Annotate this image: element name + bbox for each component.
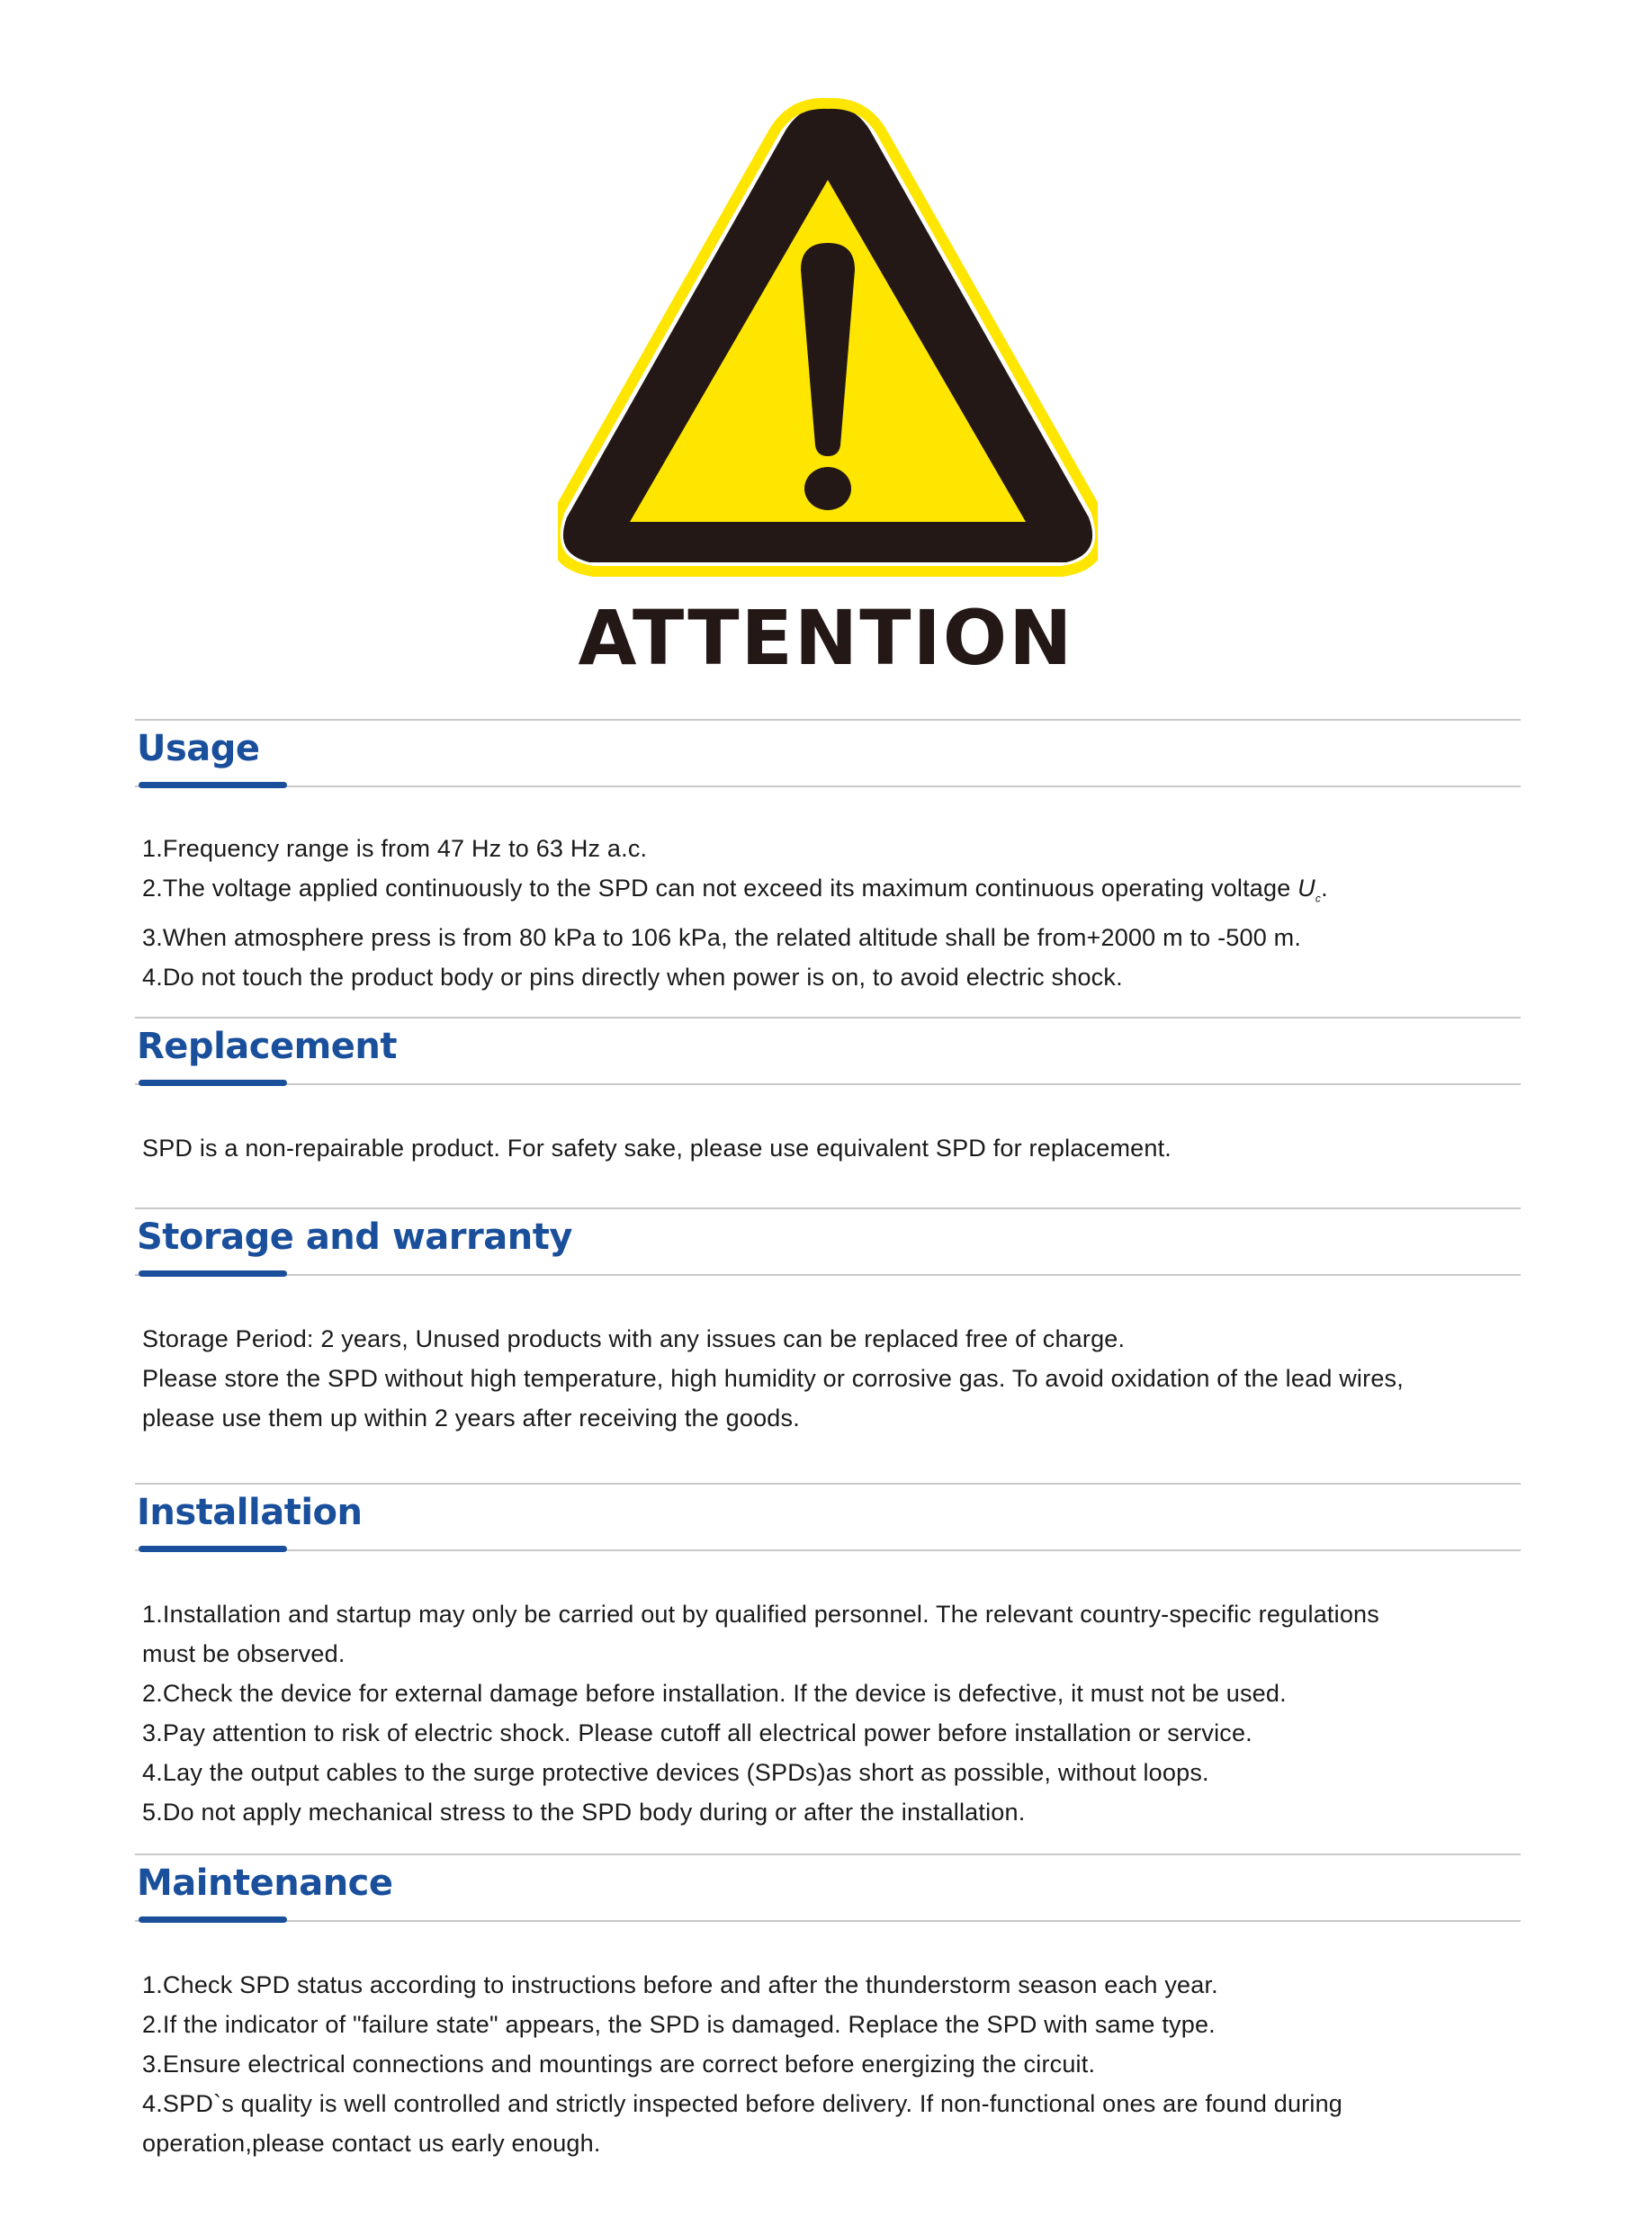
section-header (135, 721, 1521, 789)
list-item: 4.Lay the output cables to the surge protective devices (SPDs)as short as possible, without loops. (142, 1759, 1209, 1786)
paragraph: Please store the SPD without high temperature, high humidity or corrosive gas. To avoid oxidation of the lead wires, (142, 1365, 1404, 1392)
section-title-underline (139, 1546, 287, 1552)
section-replacement (135, 1017, 1521, 1168)
section-body (135, 1087, 1521, 1168)
list-item-end: . (1321, 875, 1328, 902)
section-title: Installation (137, 1492, 363, 1533)
voltage-symbol (1297, 875, 1322, 905)
section-body (135, 1553, 1521, 1832)
list-item: 2.If the indicator of "failure state" appears, the SPD is damaged. Replace the SPD with same type. (142, 2011, 1216, 2038)
list-item: 1.Check SPD status according to instructions before and after the thunderstorm season each year. (142, 1971, 1218, 1998)
list-item-text: 2.The voltage applied continuously to the SPD can not exceed its maximum continuous operating voltage (142, 875, 1291, 902)
section-header (135, 1485, 1521, 1553)
section-title-underline (139, 1270, 287, 1277)
paragraph: please use them up within 2 years after receiving the goods. (142, 1405, 800, 1432)
section-title-underline (139, 782, 287, 788)
section-title: Storage and warranty (137, 1216, 572, 1258)
section-installation (135, 1483, 1521, 1832)
section-title: Usage (137, 728, 260, 769)
section-storage-warranty (135, 1207, 1521, 1438)
paragraph: SPD is a non-repairable product. For safety sake, please use equivalent SPD for replacement. (142, 1135, 1172, 1162)
divider (135, 1549, 1521, 1551)
divider (135, 785, 1521, 787)
section-title-underline (139, 1916, 287, 1923)
section-usage (135, 719, 1521, 997)
page-title: ATTENTION (578, 594, 1074, 682)
list-item (142, 868, 1521, 918)
divider (135, 1920, 1521, 1922)
list-item: operation,please contact us early enough. (142, 2130, 601, 2157)
section-header (135, 1855, 1521, 1924)
section-body (135, 1924, 1521, 2163)
list-item: 4.SPD`s quality is well controlled and strictly inspected before delivery. If non-functional ones are found during (142, 2090, 1343, 2117)
list-item: must be observed. (142, 1640, 346, 1667)
list-item: 3.When atmosphere press is from 80 kPa to 106 kPa, the related altitude shall be from+2000 m to -500 m. (142, 924, 1302, 952)
section-maintenance (135, 1854, 1521, 2163)
section-title: Maintenance (137, 1862, 393, 1904)
list-item: 5.Do not apply mechanical stress to the SPD body during or after the installation. (142, 1799, 1026, 1826)
section-header (135, 1019, 1521, 1087)
voltage-symbol-subscript: c (1315, 892, 1322, 905)
section-body (135, 1278, 1521, 1438)
voltage-symbol-letter: U (1297, 875, 1315, 902)
section-header (135, 1209, 1521, 1278)
section-title-underline (139, 1080, 287, 1086)
divider (135, 1274, 1521, 1276)
list-item: 3.Pay attention to risk of electric shock. Please cutoff all electrical power before installation or service. (142, 1719, 1252, 1746)
divider (135, 1083, 1521, 1085)
list-item: 3.Ensure electrical connections and mountings are correct before energizing the circuit. (142, 2051, 1096, 2078)
list-item: 2.Check the device for external damage before installation. If the device is defective, it must not be used. (142, 1680, 1287, 1707)
section-title: Replacement (137, 1026, 398, 1067)
warning-triangle-exclamation-icon (558, 94, 1098, 589)
paragraph: Storage Period: 2 years, Unused products with any issues can be replaced free of charge. (142, 1325, 1126, 1352)
section-body (135, 789, 1521, 997)
list-item: 1.Installation and startup may only be carried out by qualified personnel. The relevant country-specific regulations (142, 1601, 1379, 1628)
list-item: 4.Do not touch the product body or pins directly when power is on, to avoid electric shock. (142, 964, 1123, 992)
list-item: 1.Frequency range is from 47 Hz to 63 Hz a.c. (142, 835, 648, 862)
